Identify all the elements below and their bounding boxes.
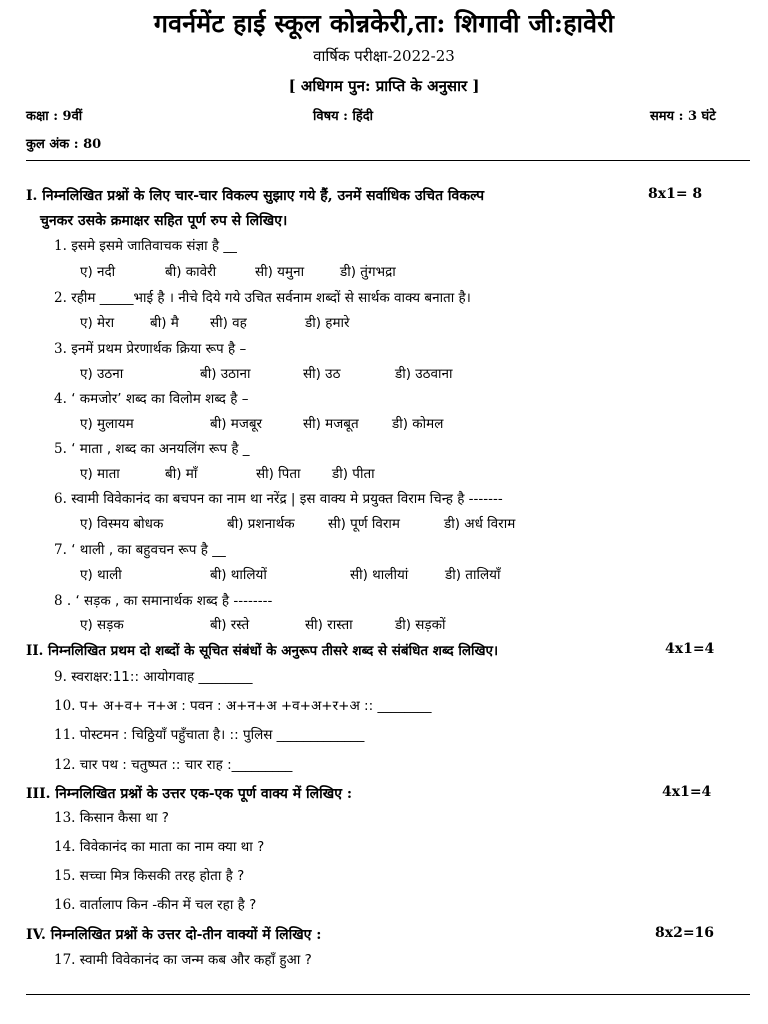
header-divider xyxy=(26,160,750,161)
question-number: 1. xyxy=(54,238,67,254)
question-text: वार्तालाप किन -कीन में चल रहा है ? xyxy=(79,897,257,913)
option-a: ए) सड़क xyxy=(80,617,124,633)
question-15 xyxy=(54,866,244,884)
option-c: सी) पिता xyxy=(256,466,301,482)
question-text: पोस्टमन : चिठ्ठियाँ पहुँचाता है। :: पुलिस _____________ xyxy=(79,727,365,743)
question-number: 12. xyxy=(54,757,76,773)
question-number: 4. xyxy=(54,391,67,407)
question-text: ‘ थाली , का बहुवचन रूप है __ xyxy=(71,542,226,558)
option-b: बी) मै xyxy=(150,315,179,331)
subject-label: विषय : हिंदी xyxy=(313,109,374,124)
option-c: सी) थालीयां xyxy=(350,567,409,583)
option-b: बी) मजबूर xyxy=(210,416,263,432)
question-number: 17. xyxy=(54,952,76,968)
option-d: डी) पीता xyxy=(332,466,375,482)
footer-divider xyxy=(26,994,750,995)
option-c: सी) यमुना xyxy=(255,264,305,280)
question-17 xyxy=(54,950,312,968)
school-title: गवर्नमेंट हाई स्कूल कोन्नकेरी,ता: शिगावी जी:हावेरी xyxy=(153,9,615,38)
option-a: ए) विस्मय बोधक xyxy=(80,516,164,532)
question-number: 15. xyxy=(54,868,76,884)
question-text: स्वामी विवेकानंद का जन्म कब और कहाँ हुआ ? xyxy=(79,952,312,968)
section-4-heading: IV. निम्नलिखित प्रश्नों के उत्तर दो-तीन वाक्यों में लिखिए : xyxy=(26,927,322,943)
question-13 xyxy=(54,808,169,826)
question-6 xyxy=(54,489,503,507)
section-4-marks: 8x2=16 xyxy=(655,925,715,941)
option-d: डी) उठवाना xyxy=(395,366,453,382)
question-number: 2. xyxy=(54,290,67,306)
option-a: ए) मेरा xyxy=(80,315,115,331)
option-d: डी) कोमल xyxy=(392,416,444,432)
section-2-marks: 4x1=4 xyxy=(665,641,715,657)
question-9 xyxy=(54,667,252,685)
question-4 xyxy=(54,389,248,407)
question-2 xyxy=(54,288,471,306)
question-number: 10. xyxy=(54,698,76,714)
question-text: ‘ सड़क , का समानार्थक शब्द है -------- xyxy=(75,593,273,609)
option-c: सी) रास्ता xyxy=(305,617,353,633)
exam-name: वार्षिक परीक्षा-2022-23 xyxy=(313,47,455,65)
question-text: प+ अ+व+ न+अ : पवन : अ+न+अ +व+अ+र+अ :: ________ xyxy=(79,698,432,714)
option-d: डी) सड़कों xyxy=(395,617,446,633)
option-d: डी) तुंगभद्रा xyxy=(340,264,396,280)
section-2-heading: II. निम्नलिखित प्रथम दो शब्दों के सूचित संबंधों के अनुरूप तीसरे शब्द से संबंधित शब्द लिखिए। xyxy=(26,643,499,659)
question-number: 13. xyxy=(54,810,76,826)
option-d: डी) हमारे xyxy=(305,315,350,331)
option-a: ए) नदी xyxy=(80,264,116,280)
question-1 xyxy=(54,236,237,254)
option-b: बी) उठाना xyxy=(200,366,251,382)
question-11 xyxy=(54,725,364,743)
section-1-marks: 8x1= 8 xyxy=(648,186,703,202)
question-text: चार पथ : चतुष्पत :: चार राह :_________ xyxy=(79,757,293,773)
question-number: 14. xyxy=(54,839,76,855)
question-16 xyxy=(54,895,256,913)
question-7 xyxy=(54,540,226,558)
question-text: इनमें प्रथम प्रेरणार्थक क्रिया रूप है – xyxy=(71,341,247,357)
question-14 xyxy=(54,837,264,855)
option-c: सी) वह xyxy=(210,315,247,331)
option-b: बी) माँ xyxy=(165,466,198,482)
question-text: ‘ कमजोर’ शब्द का विलोम शब्द है – xyxy=(71,391,249,407)
option-a: ए) थाली xyxy=(80,567,122,583)
question-text: इसमे इसमे जातिवाचक संज्ञा है __ xyxy=(71,238,237,254)
total-marks-label: कुल अंक : 80 xyxy=(26,137,102,152)
option-a: ए) मुलायम xyxy=(80,416,134,432)
section-3-marks: 4x1=4 xyxy=(662,784,712,800)
option-b: बी) रस्ते xyxy=(210,617,250,633)
time-label: समय : 3 घंटे xyxy=(650,109,716,124)
question-text: सच्चा मित्र किसकी तरह होता है ? xyxy=(79,868,245,884)
option-a: ए) माता xyxy=(80,466,120,482)
question-5 xyxy=(54,439,250,457)
option-a: ए) उठना xyxy=(80,366,124,382)
option-c: सी) पूर्ण विराम xyxy=(328,516,400,532)
section-1-heading-line1: I. निम्नलिखित प्रश्नों के लिए चार-चार विकल्प सुझाए गये हैं, उनमें सर्वाधिक उचित विकल्प xyxy=(26,188,485,204)
question-text: रहीम _____भाई है । नीचे दिये गये उचित सर्वनाम शब्दों से सार्थक वाक्य बनाता है। xyxy=(71,290,471,306)
question-number: 11. xyxy=(54,727,76,743)
option-b: बी) कावेरी xyxy=(165,264,217,280)
option-d: डी) अर्ध विराम xyxy=(444,516,516,532)
question-8 xyxy=(54,591,272,609)
question-3 xyxy=(54,339,246,357)
question-number: 16. xyxy=(54,897,76,913)
option-b: बी) थालियों xyxy=(210,567,267,583)
question-number: 7. xyxy=(54,542,67,558)
question-number: 6. xyxy=(54,491,67,507)
option-d: डी) तालियाँ xyxy=(445,567,501,583)
section-3-heading: III. निम्नलिखित प्रश्नों के उत्तर एक-एक पूर्ण वाक्य में लिखिए : xyxy=(26,786,353,802)
question-number: 8 . xyxy=(54,593,72,609)
exam-basis: [ अधिगम पुन: प्राप्ति के अनुसार ] xyxy=(288,77,480,95)
option-c: सी) मजबूत xyxy=(303,416,359,432)
question-text: ‘ माता , शब्द का अनयलिंग रूप है _ xyxy=(71,441,250,457)
option-c: सी) उठ xyxy=(303,366,341,382)
question-10 xyxy=(54,696,431,714)
question-text: किसान कैसा था ? xyxy=(79,810,169,826)
class-label: कक्षा : 9वीं xyxy=(26,109,83,124)
question-text: स्वामी विवेकानंद का बचपन का नाम था नरेंद्र | इस वाक्य मे प्रयुक्त विराम चिन्ह है ------- xyxy=(71,491,503,507)
question-number: 9. xyxy=(54,669,67,685)
question-12 xyxy=(54,755,292,773)
question-number: 3. xyxy=(54,341,67,357)
question-number: 5. xyxy=(54,441,67,457)
question-text: विवेकानंद का माता का नाम क्या था ? xyxy=(79,839,265,855)
section-1-heading-line2: चुनकर उसके क्रमाक्षर सहित पूर्ण रुप से लिखिए। xyxy=(40,213,288,229)
question-text: स्वराक्षर:11:: आयोगवाह ________ xyxy=(71,669,253,685)
option-b: बी) प्रशनार्थक xyxy=(227,516,295,532)
